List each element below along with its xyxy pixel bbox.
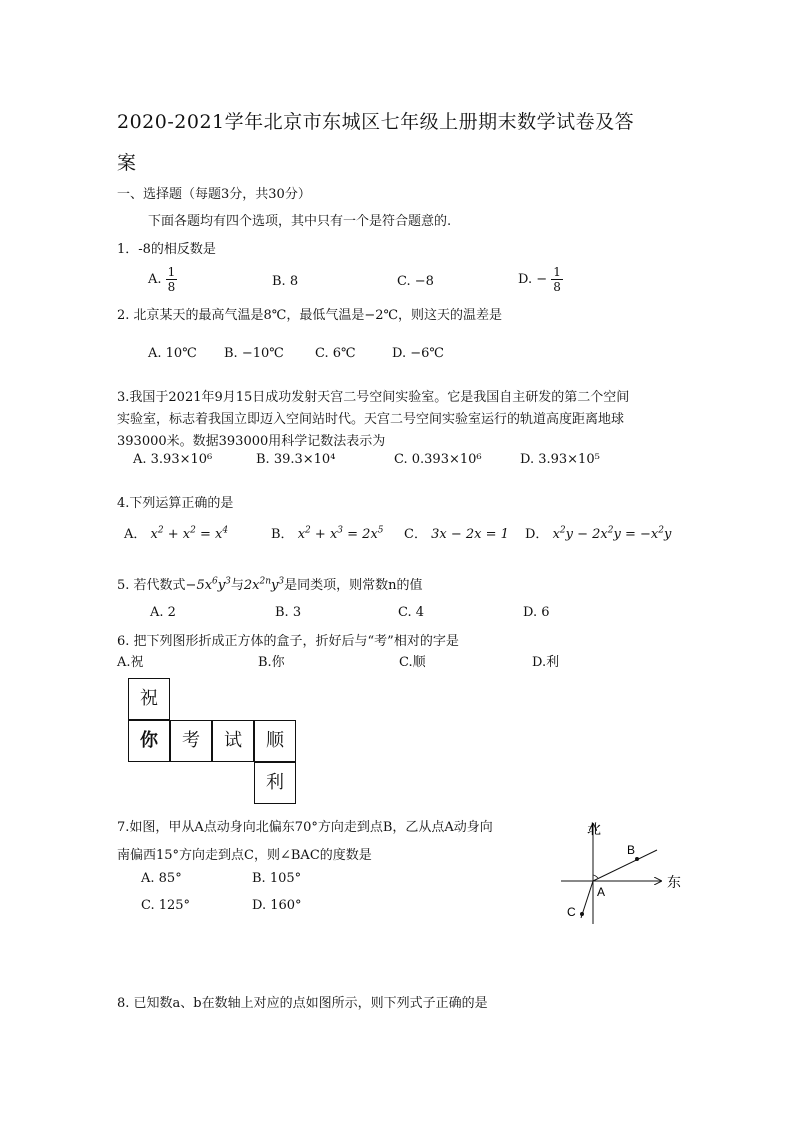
q3-option-d: D. 3.93×10⁵ [520, 452, 600, 467]
q4-option-a [124, 523, 228, 542]
q3-option-a: A. 3.93×10⁶ [133, 452, 213, 467]
q7-line1: 7.如图，甲从A点动身向北偏东70°方向走到点B，乙从点A动身向 [117, 820, 493, 835]
point-c-dot [580, 912, 584, 916]
q5-expr2: $2x^{2n}y^3$ [243, 576, 285, 593]
angle-arc [593, 875, 598, 878]
document-title-line1: 2020-2021学年北京市东城区七年级上册期末数学试卷及答 [117, 111, 635, 133]
q5-stem-post: 是同类项，则常数n的值 [284, 578, 423, 593]
east-label: 东 [667, 875, 681, 891]
q5-stem-pre: 5. 若代数式 [117, 578, 186, 593]
q4-option-a-formula: $x^2 + x^2 = x^4$ [150, 525, 229, 542]
q4-option-d [525, 523, 671, 542]
q5-option-a: A. 2 [150, 605, 176, 620]
q5-stem [117, 574, 423, 593]
q3-line1: 3.我国于2021年9月15日成功发射天宫二号空间实验室。它是我国自主研发的第二个空间 [117, 390, 630, 405]
q1-option-d [518, 265, 563, 294]
q7-compass-figure [555, 812, 690, 930]
q2-option-a: A. 10℃ [148, 346, 197, 361]
q1-option-a-label: A. [148, 272, 162, 287]
net-cell-shun: 顺 [254, 720, 296, 762]
q1-option-a-numerator: 1 [167, 265, 176, 279]
q4-option-d-formula: $x^2y - 2x^2y = -x^2y$ [552, 525, 672, 542]
section-instruction: 下面各题均有四个选项，其中只有一个是符合题意的. [148, 214, 452, 229]
q1-stem: 1．-8的相反数是 [117, 242, 216, 257]
q1-option-c: C. −8 [397, 274, 434, 289]
q7-option-a: A. 85° [141, 871, 182, 886]
q6-option-c: C.顺 [399, 655, 426, 670]
q4-option-d-label: D． [525, 527, 549, 542]
point-b-label: B [627, 843, 636, 857]
q7-option-d: D. 160° [252, 898, 302, 913]
net-cell-zhu: 祝 [128, 678, 170, 720]
point-a-label: A [597, 885, 606, 899]
q6-option-a: A.祝 [117, 655, 144, 670]
north-label: 北 [587, 822, 601, 838]
net-cell-shi: 试 [212, 720, 254, 762]
q4-option-b [271, 523, 384, 542]
net-cell-ni: 你 [128, 720, 170, 762]
document-title-line2: 案 [117, 152, 137, 174]
q1-option-a-denominator: 8 [167, 280, 176, 294]
q4-option-c-formula: 3x − 2x = 1 [431, 527, 509, 542]
q2-option-d: D. −6℃ [392, 346, 444, 361]
q2-option-b: B. −10℃ [224, 346, 284, 361]
q6-stem: 6. 把下列图形折成正方体的盒子，折好后与“考”相对的字是 [117, 634, 459, 649]
q4-option-b-formula: $x^2 + x^3 = 2x^5$ [297, 525, 384, 542]
q5-option-b: B. 3 [275, 605, 302, 620]
q1-option-d-denominator: 8 [553, 280, 561, 294]
q6-option-d: D.利 [532, 655, 560, 670]
ray-ab [593, 850, 657, 881]
q1-option-a-fraction [166, 265, 178, 294]
q4-option-c-label: C． [404, 527, 427, 542]
q1-option-a [148, 265, 177, 294]
q3-option-b: B. 39.3×10⁴ [256, 452, 336, 467]
q1-option-b: B. 8 [272, 274, 299, 289]
q7-line2: 南偏西15°方向走到点C，则∠BAC的度数是 [117, 848, 372, 863]
q4-stem: 4.下列运算正确的是 [117, 496, 234, 511]
q5-option-c: C. 4 [398, 605, 425, 620]
q4-option-b-label: B． [271, 527, 294, 542]
q3-option-c: C. 0.393×10⁶ [394, 452, 482, 467]
point-c-label: C [567, 905, 576, 919]
q5-stem-mid: 与 [230, 578, 244, 593]
q1-option-d-fraction [551, 265, 563, 294]
q2-option-c: C. 6℃ [315, 346, 356, 361]
q5-expr1: $-5x^6y^3$ [185, 576, 231, 593]
q7-option-c: C. 125° [141, 898, 191, 913]
q5-option-d: D. 6 [523, 605, 550, 620]
point-b-dot [635, 857, 639, 861]
q3-line2: 实验室，标志着我国立即迈入空间站时代。天宫二号空间实验室运行的轨道高度距离地球 [117, 412, 625, 427]
net-cell-kao: 考 [170, 720, 212, 762]
q8-stem: 8. 已知数a、b在数轴上对应的点如图所示，则下列式子正确的是 [117, 996, 488, 1011]
q1-option-d-numerator: 1 [553, 265, 561, 279]
q2-stem: 2. 北京某天的最高气温是8℃，最低气温是−2℃，则这天的温差是 [117, 308, 503, 323]
q6-option-b: B.你 [258, 655, 285, 670]
q7-option-b: B. 105° [252, 871, 302, 886]
q1-option-d-label: D. − [518, 272, 548, 287]
net-cell-li: 利 [254, 762, 296, 804]
q4-option-c [404, 523, 509, 542]
q4-option-a-label: A． [124, 527, 147, 542]
section-heading: 一、选择题（每题3分，共30分） [117, 187, 311, 202]
q3-line3: 393000米。数据393000用科学记数法表示为 [117, 434, 386, 449]
